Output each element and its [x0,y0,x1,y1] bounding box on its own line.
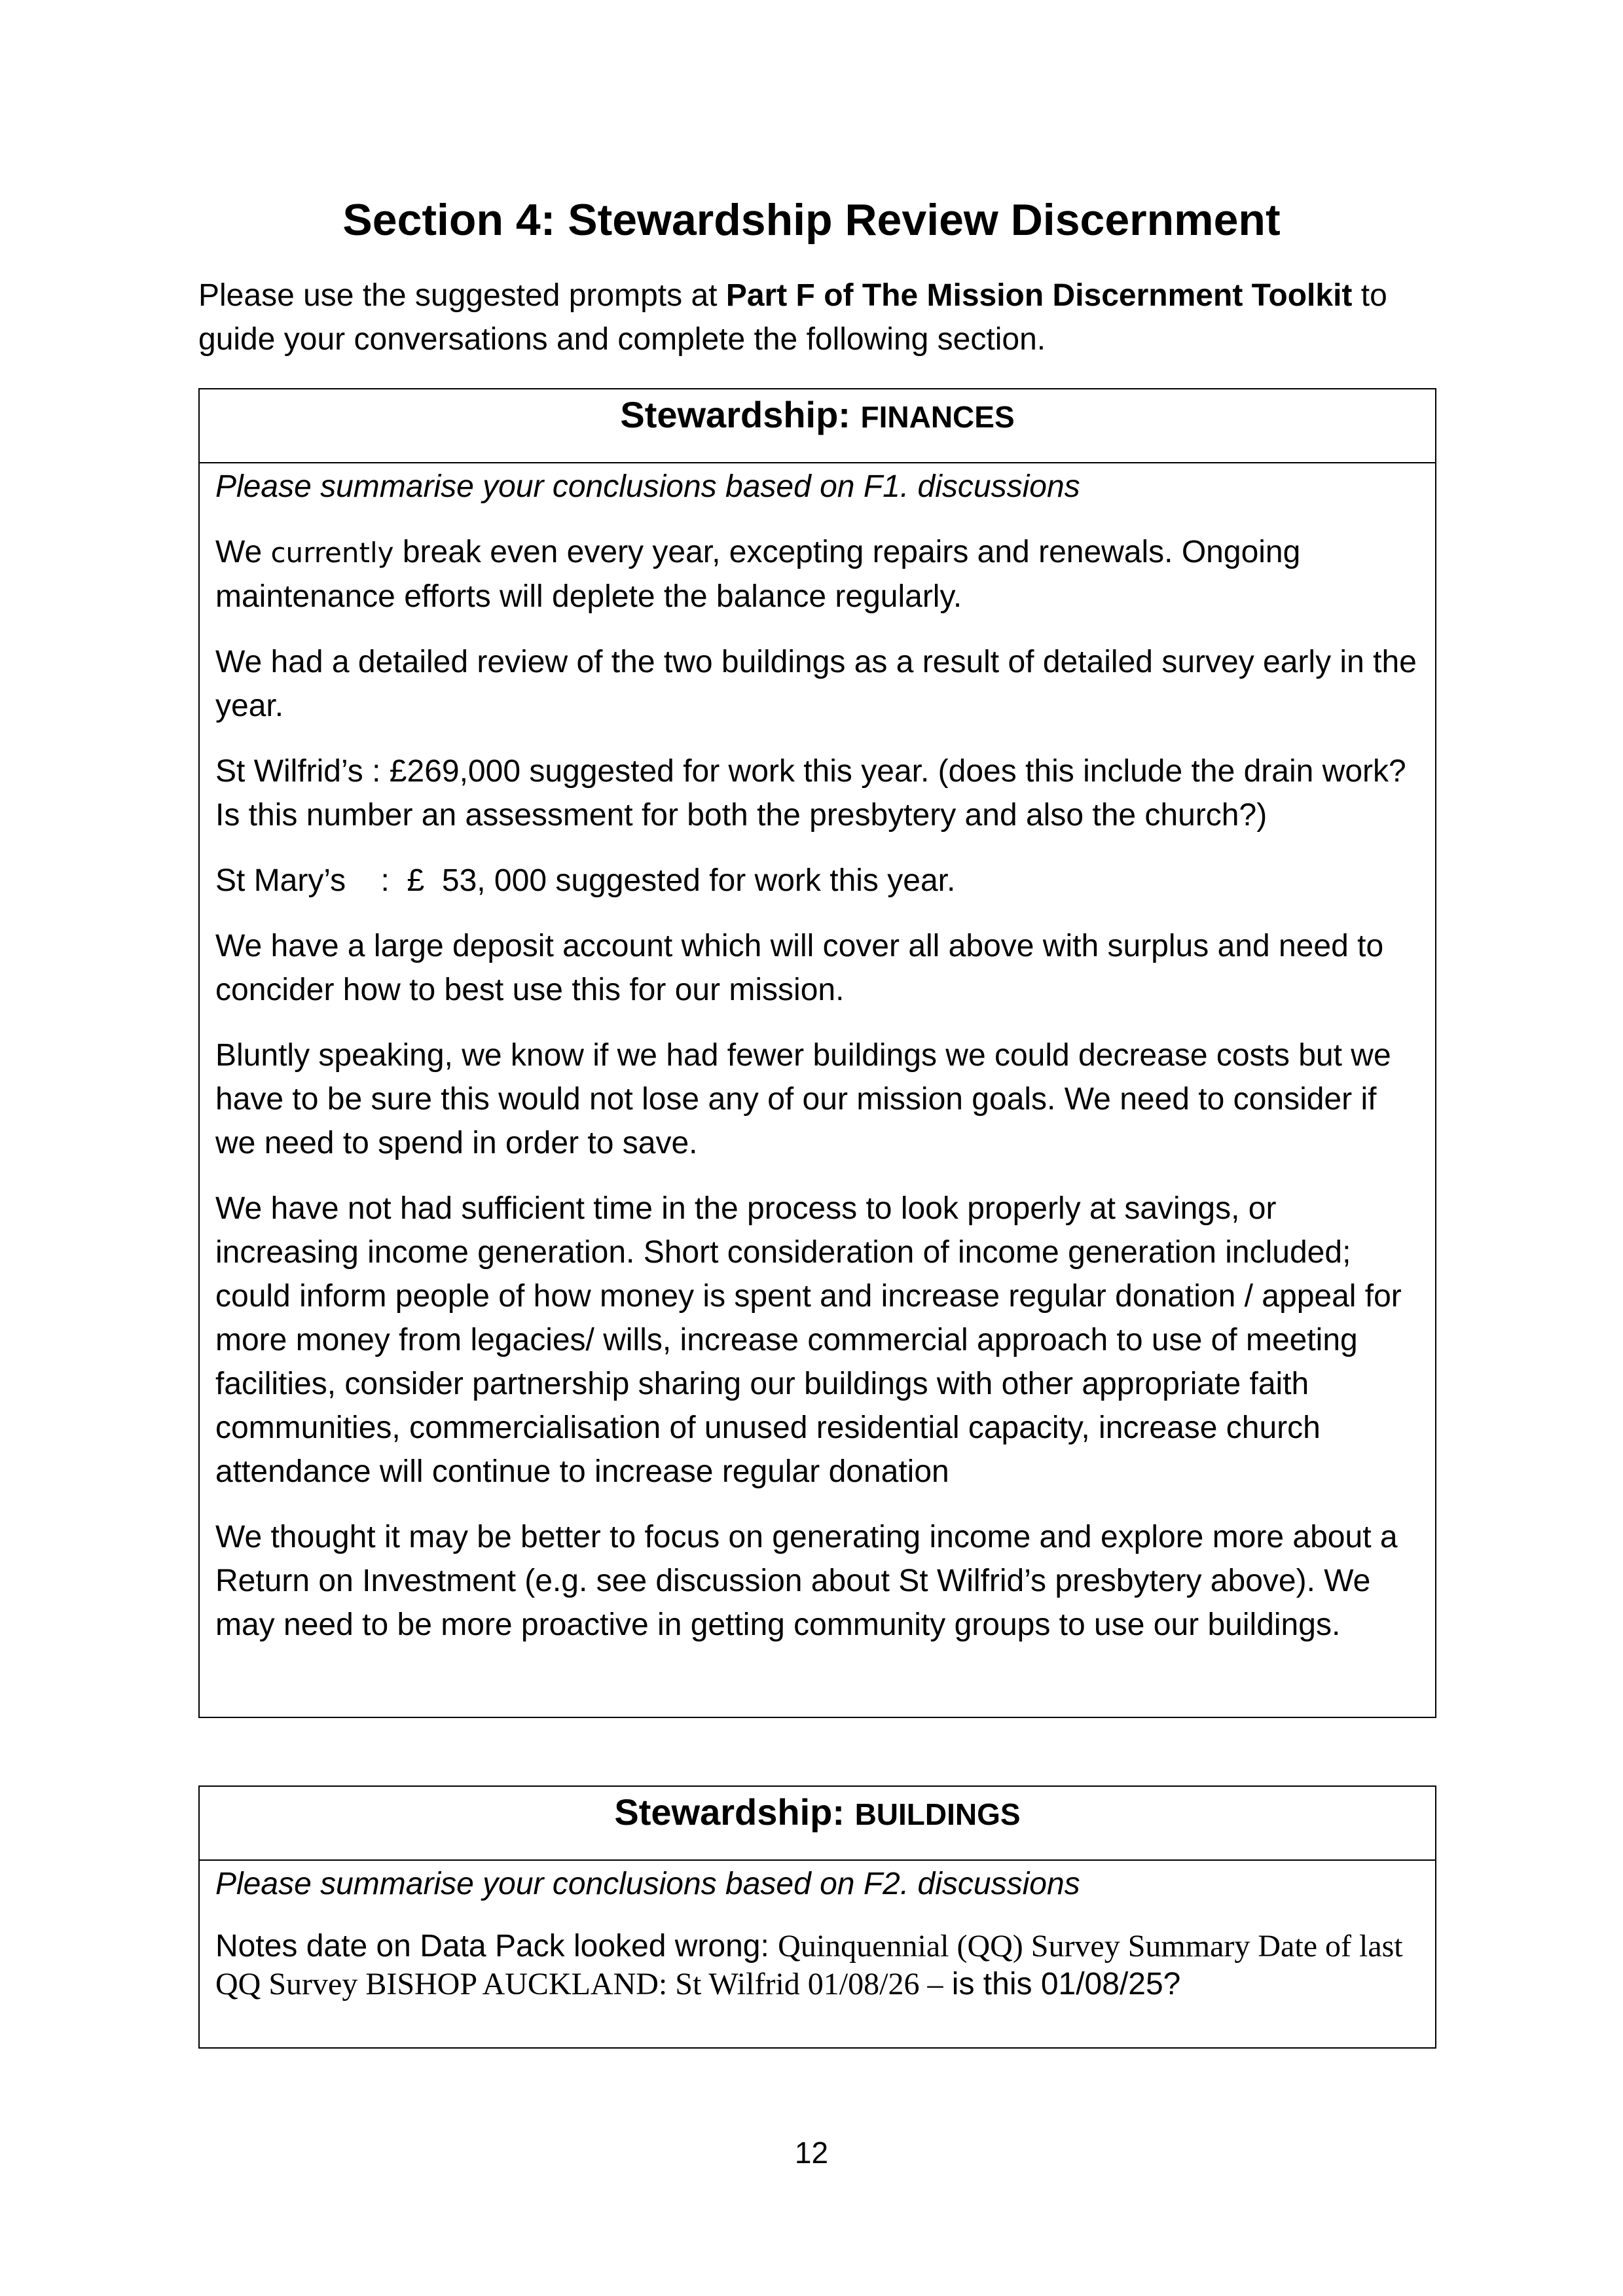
page-number: 12 [794,2136,829,2170]
intro-text-after: to guide your conversations and complete the following section. [198,278,1387,357]
finances-prompt: Please summarise your conclusions based on F1. discussions [215,469,1080,504]
finances-heading [200,389,1435,463]
finances-box [198,388,1436,1718]
finances-paragraph-7: We have not had sufficient time in the process to look properly at savings, or increasing income generation. Short consideration of income generation included; could inform people of how money is spent and increase regular donation / appeal for more money from legacies/ wills, increase commercial approach to use of meeting facilities, consider partnership sharing our buildings with other appropriate faith communities, commercialisation of unused residential capacity, increase church attendance will continue to increase regular donation [215,1191,1402,1489]
buildings-p1-serif: Quinquennial (QQ) Survey Summary Date of last QQ Survey BISHOP AUCKLAND: St Wilfrid 01/08/26 – [215,1929,1403,2001]
buildings-p1-after: is this 01/08/25? [943,1967,1181,2001]
finances-p1-before: We [215,535,271,569]
intro-toolkit-reference: Part F of The Mission Discernment Toolkit [725,278,1353,313]
finances-p1-word: currently [270,537,394,569]
finances-body [200,463,1435,1647]
buildings-prompt: Please summarise your conclusions based on F2. discussions [215,1867,1080,1901]
buildings-p1-before: Notes date on Data Pack looked wrong: [215,1929,778,1964]
finances-paragraph-6: Bluntly speaking, we know if we had fewer buildings we could decrease costs but we have to be sure this would not lose any of our mission goals. We need to consider if we need to spend in order to save. [215,1038,1391,1160]
buildings-heading [200,1787,1435,1861]
finances-paragraph-1 [215,530,1421,619]
finances-paragraph-4: St Mary’s : £ 53, 000 suggested for work this year. [215,863,956,898]
finances-heading-main: Stewardship: [620,394,861,435]
intro-paragraph [198,274,1442,361]
finances-paragraph-5: We have a large deposit account which will cover all above with surplus and need to concider how to best use this for our mission. [215,929,1384,1007]
intro-text-before: Please use the suggested prompts at [198,278,726,313]
finances-paragraph-3: St Wilfrid’s : £269,000 suggested for work this year. (does this include the drain work? Is this number an assessment for both the presbytery and also the church?) [215,754,1406,833]
buildings-paragraph-1 [215,1928,1421,2003]
page-title: Section 4: Stewardship Review Discernment [342,195,1281,245]
finances-p1-after: break even every year, excepting repairs and renewals. Ongoing maintenance efforts will deplete the balance regularly. [215,535,1301,614]
finances-paragraph-2: We had a detailed review of the two buildings as a result of detailed survey early in the year. [215,645,1417,723]
buildings-heading-main: Stewardship: [614,1791,855,1833]
finances-paragraph-8: We thought it may be better to focus on generating income and explore more about a Return on Investment (e.g. see discussion about St Wilfrid’s presbytery above). We may need to be more proactive in getting community groups to use our buildings. [215,1520,1398,1642]
buildings-body [200,1861,1435,2003]
buildings-heading-sub: BUILDINGS [854,1797,1021,1831]
buildings-box [198,1785,1436,2049]
finances-heading-sub: FINANCES [860,400,1015,434]
